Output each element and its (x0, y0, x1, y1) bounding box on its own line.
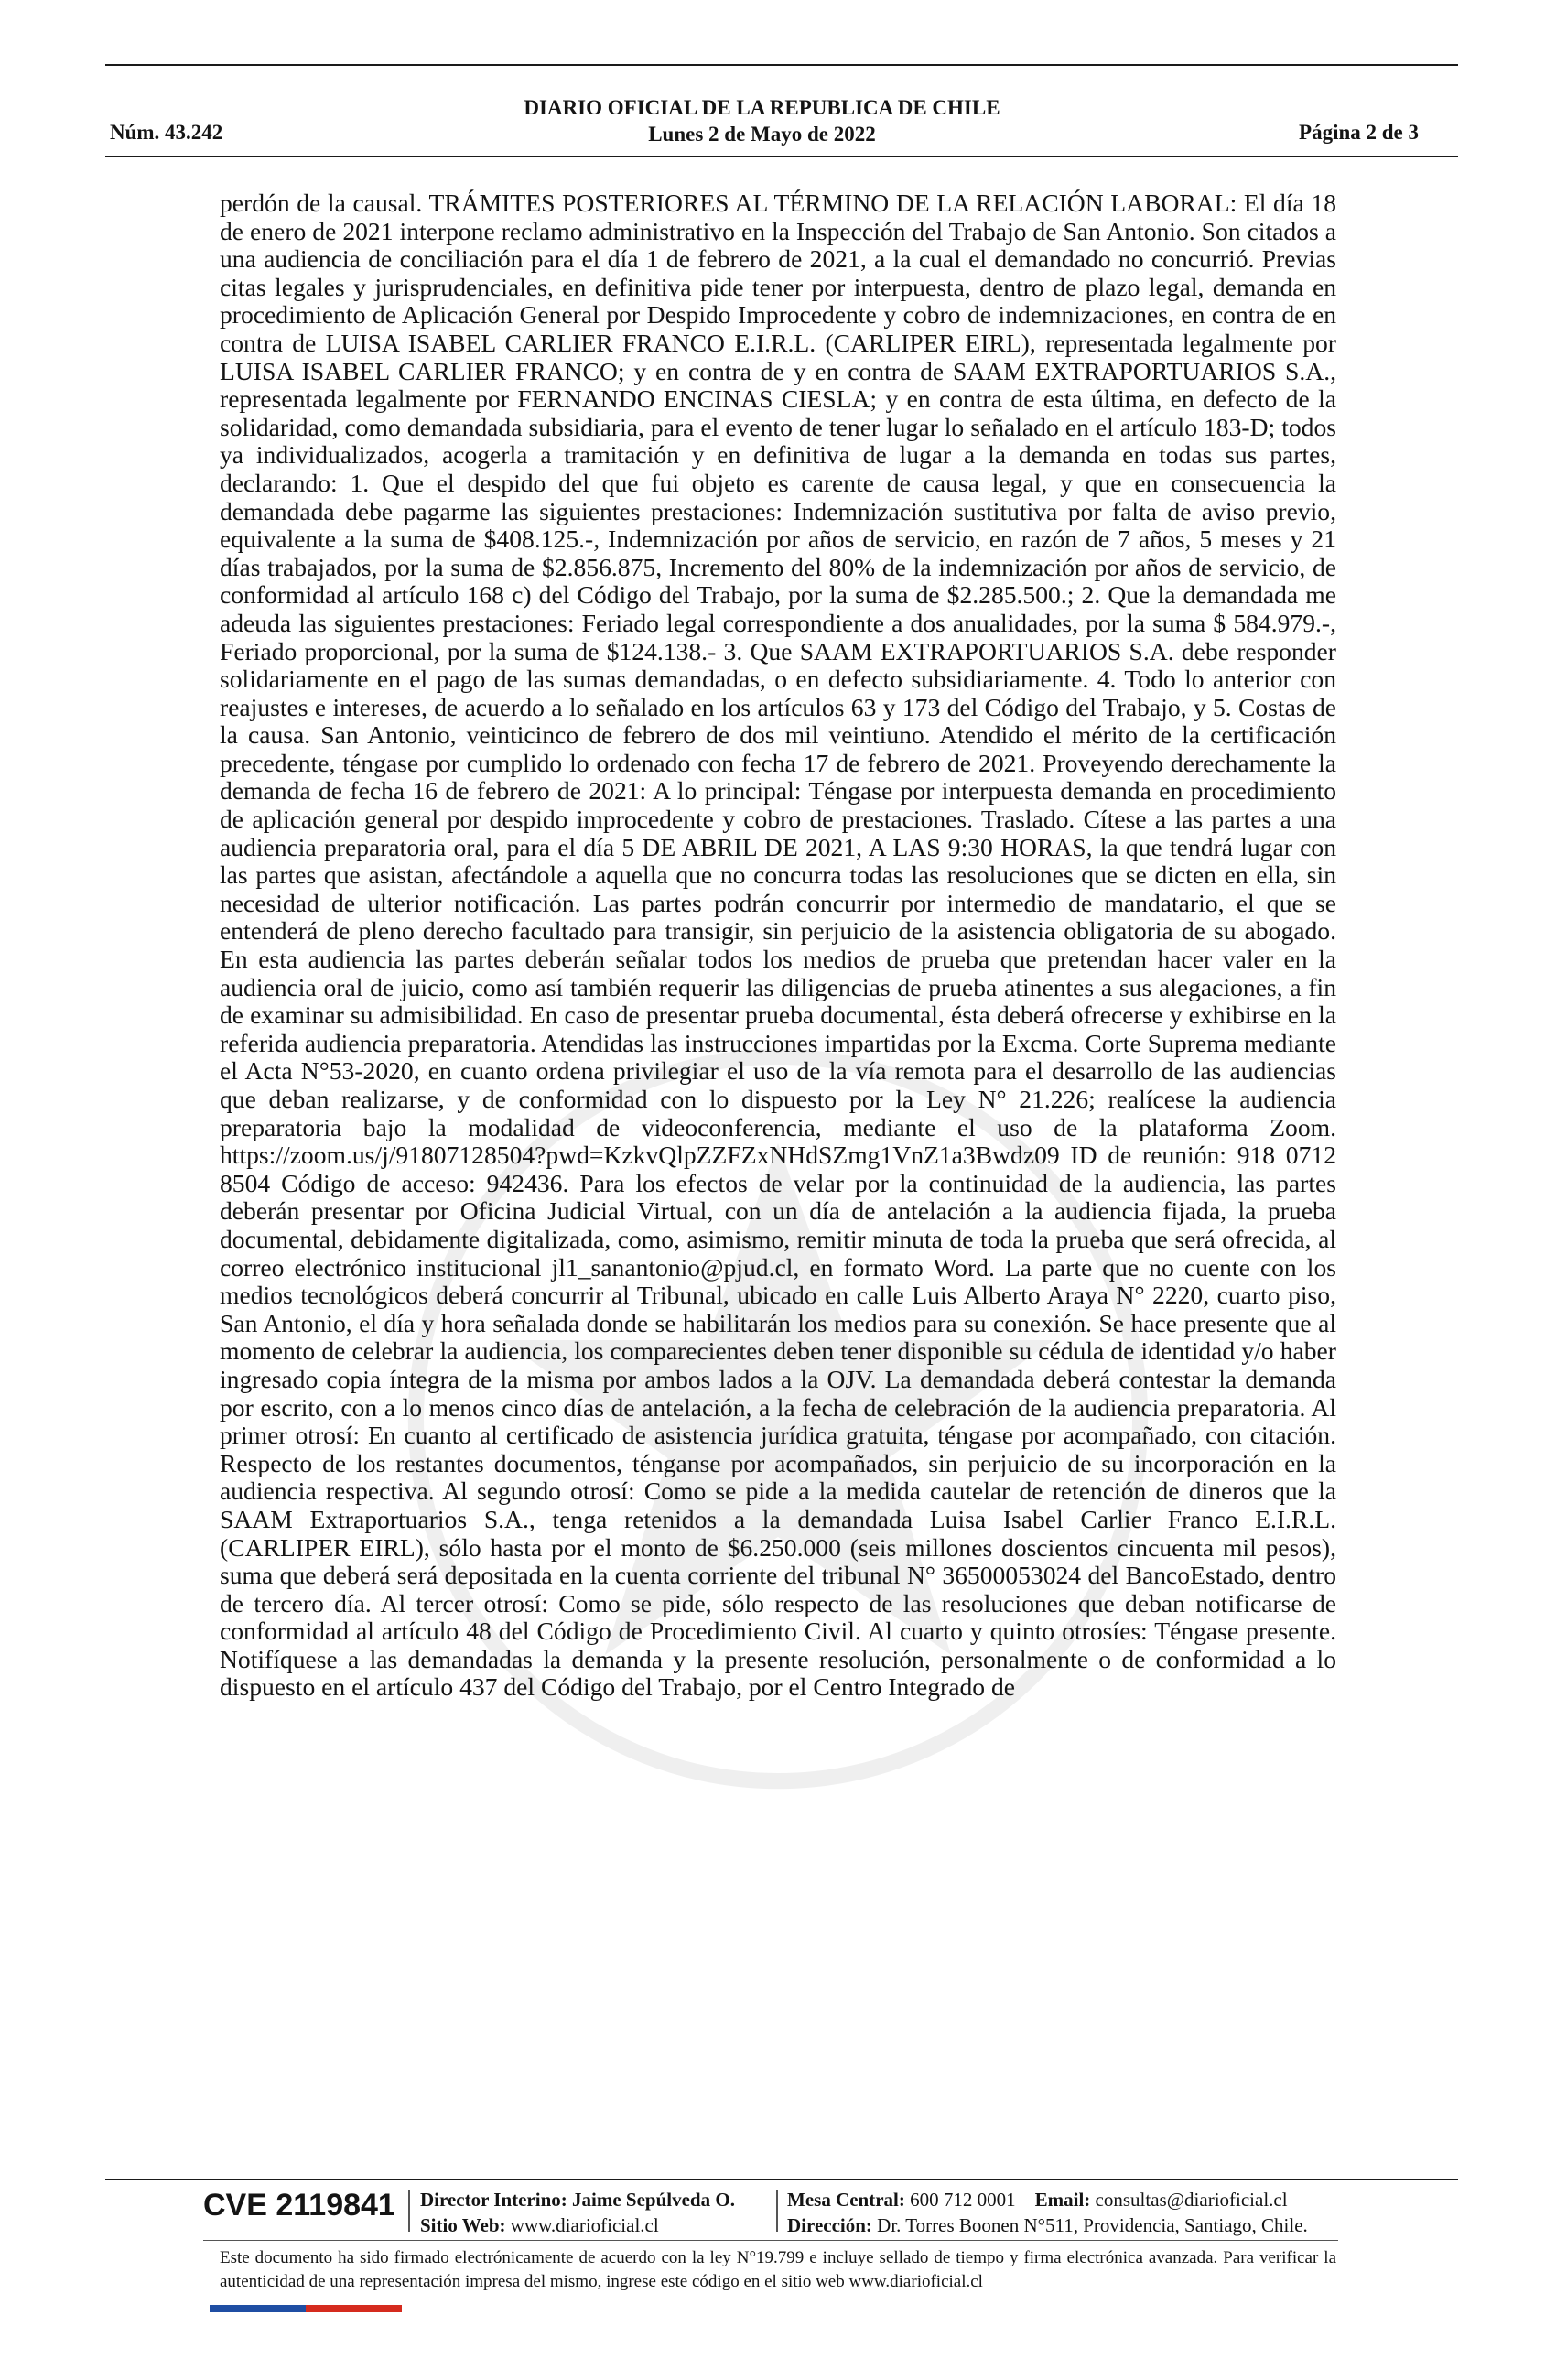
cve-code: CVE 2119841 (203, 2188, 395, 2223)
header-rule (105, 156, 1458, 157)
page-indicator: Página 2 de 3 (1299, 121, 1419, 144)
issue-number: Núm. 43.242 (110, 121, 223, 144)
phone-value: 600 712 0001 (910, 2189, 1016, 2211)
address-value: Dr. Torres Boonen N°511, Providencia, Santiago, Chile. (877, 2214, 1308, 2236)
footer-separator (776, 2190, 778, 2232)
issue-date: Lunes 2 de Mayo de 2022 (648, 123, 876, 146)
masthead (105, 94, 1419, 147)
director-label: Director Interino: (420, 2189, 567, 2211)
footer-inner-rule (203, 2240, 1338, 2241)
footer-director-block (420, 2187, 735, 2238)
signature-disclaimer: Este documento ha sido firmado electrónicamente de acuerdo con la ley N°19.799 e incluye sellado de tiempo y firma electrónica avanzada. Para verificar la autenticidad de una representación impresa del mismo, ingrese este código en el sitio web www.diarioficial.cl (220, 2248, 1336, 2291)
website-label: Sitio Web: (420, 2214, 506, 2236)
header-top-rule (105, 64, 1458, 66)
flag-blue-segment (210, 2305, 306, 2312)
flag-red-segment (306, 2305, 402, 2312)
footer-separator (408, 2190, 410, 2232)
email-link[interactable]: consultas@diarioficial.cl (1095, 2189, 1288, 2211)
page-header (105, 92, 1419, 152)
director-name: Jaime Sepúlveda O. (572, 2189, 735, 2211)
document-body-text: perdón de la causal. TRÁMITES POSTERIORES AL TÉRMINO DE LA RELACIÓN LABORAL: El día 18 de enero de 2021 interpone reclamo administrativo en la Inspección del Trabajo de San Antonio. Son citados a una audiencia de conciliación para el día 1 de febrero de 2021, a la cual el demandado no concurrió. Previas citas legales y jurisprudenciales, en definitiva pide tener por interpuesta, dentro de plazo legal, demanda en procedimiento de Aplicación General por Despido Improcedente y cobro de indemnizaciones, en contra de en contra de LUISA ISABEL CARLIER FRANCO E.I.R.L. (CARLIPER EIRL), representada legalmente por LUISA ISABEL CARLIER FRANCO; y en contra de y en contra de SAAM EXTRAPORTUARIOS S.A., representada legalmente por FERNANDO ENCINAS CIESLA; y en contra de esta última, en defecto de la solidaridad, como demandada subsidiaria, para el evento de tener lugar lo señalado en el artículo 183-D; todos ya individualizados, acogerla a tramitación y en definitiva de lugar a la demanda en todas sus partes, declarando: 1. Que el despido del que fui objeto es carente de causa legal, y que en consecuencia la demandada debe pagarme las siguientes prestaciones: Indemnización sustitutiva por falta de aviso previo, equivalente a la suma de $408.125.-, Indemnización por años de servicio, en razón de 7 años, 5 meses y 21 días trabajados, por la suma de $2.856.875, Incremento del 80% de la indemnización por años de servicio, de conformidad al artículo 168 c) del Código del Trabajo, por la suma de $2.285.500.; 2. Que la demandada me adeuda las siguientes prestaciones: Feriado legal correspondiente a dos anualidades, por la suma $ 584.979.-, Feriado proporcional, por la suma de $124.138.- 3. Que SAAM EXTRAPORTUARIOS S.A. debe responder solidariamente en el pago de las sumas demandadas, o en defecto subsidiariamente. 4. Todo lo anterior con reajustes e intereses, de acuerdo a lo señalado en los artículos 63 y 173 del Código del Trabajo, y 5. Costas de la causa. San Antonio, veinticinco de febrero de dos mil veintiuno. Atendido el mérito de la certificación precedente, téngase por cumplido lo ordenado con fecha 17 de febrero de 2021. Proveyendo derechamente la demanda de fecha 16 de febrero de 2021: A lo principal: Téngase por interpuesta demanda en procedimiento de aplicación general por despido improcedente y cobro de prestaciones. Traslado. Cítese a las partes a una audiencia preparatoria oral, para el día 5 DE ABRIL DE 2021, A LAS 9:30 HORAS, la que tendrá lugar con las partes que asistan, afectándole a aquella que no concurra todas las resoluciones que se dicten en ella, sin necesidad de ulterior notificación. Las partes podrán concurrir por intermedio de mandatario, el que se entenderá de pleno derecho facultado para transigir, sin perjuicio de la asistencia obligatoria de su abogado. En esta audiencia las partes deberán señalar todos los medios de prueba que pretendan hacer valer en la audiencia oral de juicio, como así también requerir las diligencias de prueba atinentes a sus alegaciones, a fin de examinar su admisibilidad. En caso de presentar prueba documental, ésta deberá ofrecerse y exhibirse en la referida audiencia preparatoria. Atendidas las instrucciones impartidas por la Excma. Corte Suprema mediante el Acta N°53-2020, en cuanto ordena privilegiar el uso de la vía remota para el desarrollo de las audiencias que deban realizarse, y de conformidad con lo dispuesto por la Ley N° 21.226; realícese la audiencia preparatoria bajo la modalidad de videoconferencia, mediante el uso de la plataforma Zoom. https://zoom.us/j/91807128504?pwd=KzkvQlpZZFZxNHdSZmg1VnZ1a3Bwdz09 ID de reunión: 918 0712 8504 Código de acceso: 942436. Para los efectos de velar por la continuidad de la audiencia, las partes deberán presentar por Oficina Judicial Virtual, con un día de antelación a la audiencia fijada, la prueba documental, debidamente digitalizada, como, asimismo, remitir minuta de toda la prueba que será ofrecida, al correo electrónico institucional jl1_sanantonio@pjud.cl, en formato Word. La parte que no cuente con los medios tecnológicos deberá concurrir al Tribunal, ubicado en calle Luis Alberto Araya N° 2220, cuarto piso, San Antonio, el día y hora señalada donde se habilitarán los medios para su conexión. Se hace presente que al momento de celebrar la audiencia, los comparecientes deben tener disponible su cédula de identidad y/o haber ingresado copia íntegra de la misma por ambos lados a la OJV. La demandada deberá contestar la demanda por escrito, con a lo menos cinco días de antelación, a la fecha de celebración de la audiencia preparatoria. Al primer otrosí: En cuanto al certificado de asistencia jurídica gratuita, téngase por acompañado, con citación. Respecto de los restantes documentos, ténganse por acompañados, sin perjuicio de su incorporación en la audiencia respectiva. Al segundo otrosí: Como se pide a la medida cautelar de retención de dineros que la SAAM Extraportuarios S.A., tenga retenidos a la demandada Luisa Isabel Carlier Franco E.I.R.L. (CARLIPER EIRL), sólo hasta por el monto de $6.250.000 (seis millones doscientos cincuenta mil pesos), suma que deberá será depositada en la cuenta corriente del tribunal N° 36500053024 del BancoEstado, dentro de tercero día. Al tercer otrosí: Como se pide, sólo respecto de las resoluciones que deban notificarse de conformidad al artículo 48 del Código de Procedimiento Civil. Al cuarto y quinto otrosíes: Téngase presente. Notifíquese a las demandadas la demanda y la presente resolución, personalmente o de conformidad a lo dispuesto en el artículo 437 del Código del Trabajo, por el Centro Integrado de (220, 189, 1336, 1702)
footer-contact-block (787, 2187, 1308, 2238)
address-label: Dirección: (787, 2214, 872, 2236)
footer-rule (105, 2179, 1458, 2180)
email-label: Email: (1034, 2189, 1091, 2211)
chile-flag-stripe (210, 2305, 402, 2312)
website-link[interactable]: www.diarioficial.cl (510, 2214, 659, 2236)
phone-label: Mesa Central: (787, 2189, 905, 2211)
journal-title: DIARIO OFICIAL DE LA REPUBLICA DE CHILE (524, 96, 1000, 119)
